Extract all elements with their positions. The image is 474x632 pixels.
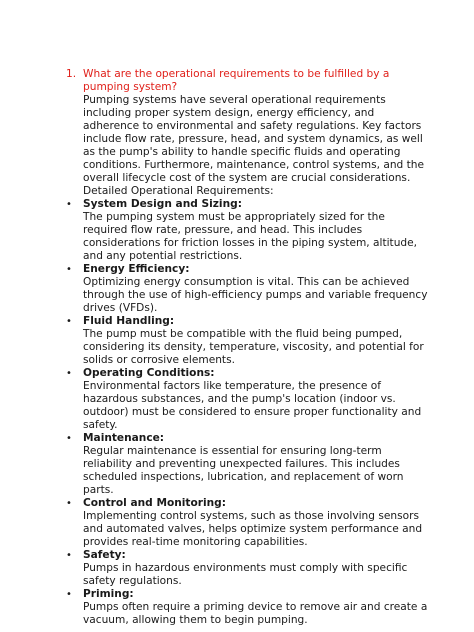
- item-text: The pump must be compatible with the fluid being pumped, considering its density, temperature, viscosity, and potential for solids or corrosive elements.: [83, 328, 424, 366]
- intro-paragraph: Pumping systems have several operational requirements including proper system design, energy efficiency, and adherence to environmental and safety regulations. Key factors include flow rate, pressure, head, and system dynamics, as well as the pump's ability to handle specific fluids and operating conditions. Furthermore, maintenance, control systems, and the overall lifecycle cost of the system are crucial considerations.: [83, 94, 425, 184]
- item-text: Pumps often require a priming device to remove air and create a vacuum, allowing them to begin pumping.: [83, 601, 428, 626]
- requirements-list: [66, 198, 428, 627]
- list-item: [66, 367, 428, 432]
- question-heading: [66, 68, 416, 94]
- bullet-icon: •: [66, 316, 72, 327]
- question-text: What are the operational requirements to be fulfilled by a pumping system?: [83, 68, 390, 93]
- item-heading: System Design and Sizing:: [83, 198, 242, 210]
- list-item: [66, 263, 428, 315]
- item-heading: Energy Efficiency:: [83, 263, 190, 275]
- item-heading: Operating Conditions:: [83, 367, 215, 379]
- item-heading: Maintenance:: [83, 432, 165, 444]
- item-text: Environmental factors like temperature, the presence of hazardous substances, and the pump's location (indoor vs. outdoor) must be considered to ensure proper functionality and safety.: [83, 380, 422, 431]
- bullet-icon: •: [66, 498, 72, 509]
- bullet-icon: •: [66, 199, 72, 210]
- item-heading: Safety:: [83, 549, 126, 561]
- item-text: Pumps in hazardous environments must comply with specific safety regulations.: [83, 562, 408, 587]
- list-item: [66, 432, 428, 497]
- question-number: 1.: [66, 68, 77, 80]
- bullet-icon: •: [66, 589, 72, 600]
- bullet-icon: •: [66, 433, 72, 444]
- item-heading: Control and Monitoring:: [83, 497, 226, 509]
- item-heading: Fluid Handling:: [83, 315, 175, 327]
- list-item: [66, 315, 428, 367]
- bullet-icon: •: [66, 550, 72, 561]
- item-text: The pumping system must be appropriately sized for the required flow rate, pressure, and head. This includes considerations for friction losses in the piping system, altitude, and any potential restrictions.: [83, 211, 418, 262]
- list-item: [66, 198, 428, 263]
- item-text: Optimizing energy consumption is vital. This can be achieved through the use of high-efficiency pumps and variable frequency drives (VFDs).: [83, 276, 428, 314]
- detailed-requirements-label: Detailed Operational Requirements:: [83, 185, 274, 197]
- list-item: [66, 588, 428, 627]
- list-item: [66, 497, 428, 549]
- bullet-icon: •: [66, 368, 72, 379]
- item-text: Implementing control systems, such as those involving sensors and automated valves, helps optimize system performance and provides real-time monitoring capabilities.: [83, 510, 423, 548]
- item-heading: Priming:: [83, 588, 134, 600]
- bullet-icon: •: [66, 264, 72, 275]
- list-item: [66, 549, 428, 588]
- item-text: Regular maintenance is essential for ensuring long-term reliability and preventing unexpected failures. This includes scheduled inspections, lubrication, and replacement of worn parts.: [83, 445, 404, 496]
- answer-body: [66, 94, 428, 627]
